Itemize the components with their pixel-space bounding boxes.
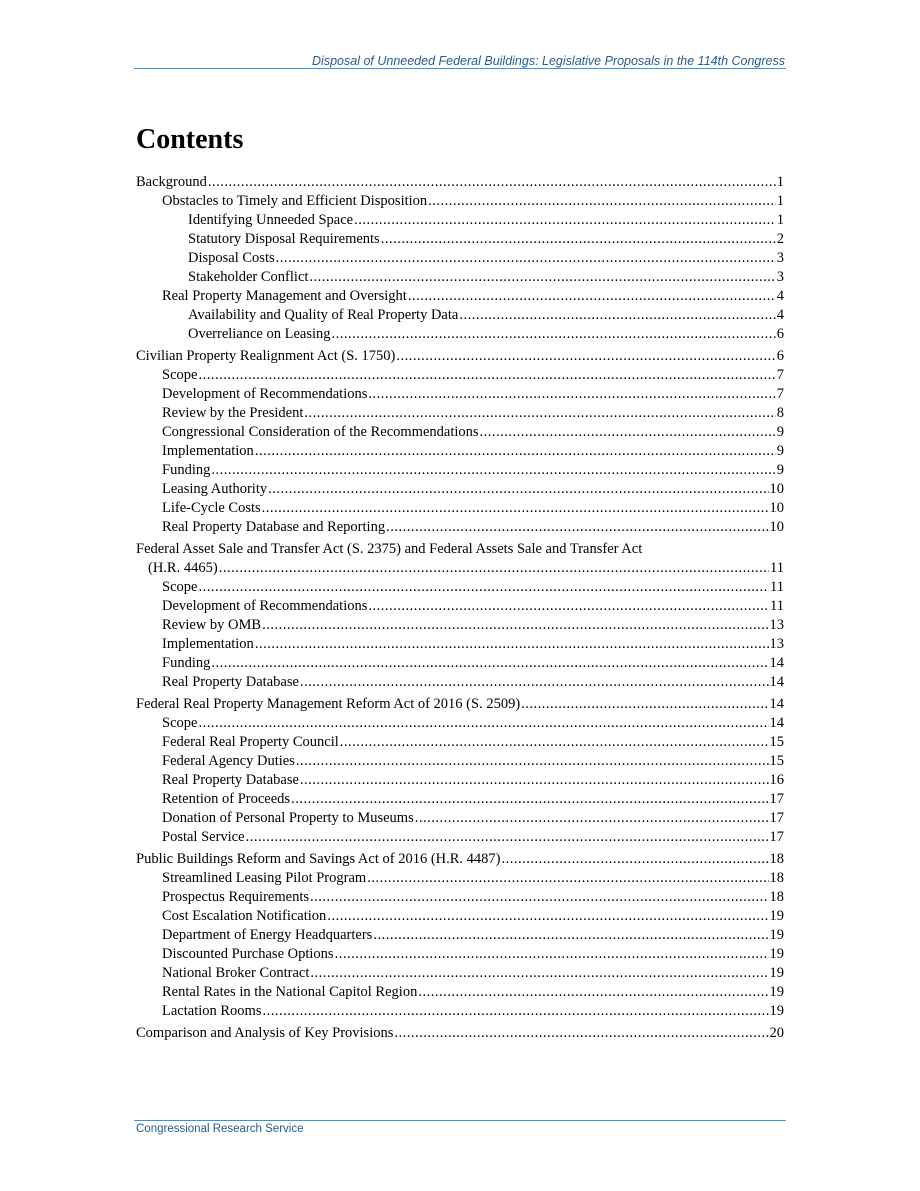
toc-entry-text: Development of Recommendations	[162, 598, 368, 614]
toc-page-number: 7	[776, 367, 784, 383]
toc-page-number: 16	[769, 772, 784, 788]
toc-entry-scope[interactable]	[136, 366, 784, 385]
toc-entry-streamlined-leasing[interactable]	[136, 869, 784, 888]
toc-entry-text: Comparison and Analysis of Key Provisions	[136, 1025, 394, 1041]
toc-entry-text: Civilian Property Realignment Act (S. 1750)	[136, 348, 396, 364]
toc-page-number: 19	[769, 946, 784, 962]
toc-page-number: 9	[776, 424, 784, 440]
toc-page-number: 14	[769, 674, 784, 690]
toc-page-number: 14	[769, 715, 784, 731]
toc-entry-text: Streamlined Leasing Pilot Program	[162, 870, 367, 886]
toc-page-number: 9	[776, 443, 784, 459]
toc-entry-property-council[interactable]	[136, 733, 784, 752]
toc-page-number: 19	[769, 984, 784, 1000]
toc-page-number: 17	[769, 810, 784, 826]
toc-page-number: 4	[776, 307, 784, 323]
toc-page-number: 6	[776, 348, 784, 364]
toc-entry-scope[interactable]	[136, 578, 784, 597]
toc-entry-doe-headquarters[interactable]	[136, 926, 784, 945]
toc-entry-text: Retention of Proceeds	[162, 791, 291, 807]
toc-page-number: 4	[776, 288, 784, 304]
toc-entry-review-omb[interactable]	[136, 616, 784, 635]
toc-entry-implementation[interactable]	[136, 442, 784, 461]
toc-entry-leasing-authority[interactable]	[136, 480, 784, 499]
toc-page-number: 10	[769, 481, 784, 497]
toc-entry-availability-quality[interactable]	[136, 306, 784, 325]
toc-entry-text: Scope	[162, 715, 198, 731]
toc-page-number: 18	[769, 870, 784, 886]
footer-publisher: Congressional Research Service	[136, 1123, 304, 1135]
toc-entry-text: Scope	[162, 579, 198, 595]
toc-entry-identifying-unneeded-space[interactable]	[136, 211, 784, 230]
toc-entry-text: National Broker Contract	[162, 965, 310, 981]
toc-entry-retention-proceeds[interactable]	[136, 790, 784, 809]
toc-entry-text: Postal Service	[162, 829, 245, 845]
toc-page-number: 15	[769, 734, 784, 750]
toc-page-number: 3	[776, 250, 784, 266]
toc-entry-prospectus-requirements[interactable]	[136, 888, 784, 907]
toc-entry-text: Leasing Authority	[162, 481, 268, 497]
toc-page-number: 11	[770, 598, 784, 614]
toc-entry-text: Real Property Management and Oversight	[162, 288, 407, 304]
toc-entry-text: Congressional Consideration of the Recommendations	[162, 424, 479, 440]
toc-entry-federal-asset-sale-title[interactable]: Federal Asset Sale and Transfer Act (S. 2375) and Federal Assets Sale and Transfer Act	[136, 541, 643, 557]
toc-page-number: 17	[769, 829, 784, 845]
toc-entry-congressional-consideration[interactable]	[136, 423, 784, 442]
toc-page-number: 3	[776, 269, 784, 285]
toc-entry-text: Real Property Database and Reporting	[162, 519, 386, 535]
toc-entry-discounted-purchase[interactable]	[136, 945, 784, 964]
toc-page-number: 17	[769, 791, 784, 807]
toc-entry-text: Obstacles to Timely and Efficient Disposition	[162, 193, 428, 209]
toc-entry-text: Development of Recommendations	[162, 386, 368, 402]
toc-entry-text: Real Property Database	[162, 772, 299, 788]
toc-entry-text: Real Property Database	[162, 674, 299, 690]
toc-entry-database-reporting[interactable]	[136, 518, 784, 537]
toc-page-number: 18	[769, 851, 784, 867]
toc-entry-civilian-property-realignment-act[interactable]	[136, 347, 784, 366]
toc-entry-postal-service[interactable]	[136, 828, 784, 847]
toc-entry-disposal-costs[interactable]	[136, 249, 784, 268]
toc-page-number: 19	[769, 908, 784, 924]
toc-entry-text: Life-Cycle Costs	[162, 500, 261, 516]
toc-entry-development-recommendations[interactable]	[136, 385, 784, 404]
toc-entry-comparison-analysis[interactable]	[136, 1024, 784, 1043]
toc-page-number: 1	[776, 174, 784, 190]
toc-entry-background[interactable]	[136, 173, 784, 192]
toc-entry-text: Implementation	[162, 443, 254, 459]
toc-entry-text: Implementation	[162, 636, 254, 652]
toc-page-number: 9	[776, 462, 784, 478]
toc-entry-real-property-database[interactable]	[136, 771, 784, 790]
toc-entry-text: Review by OMB	[162, 617, 262, 633]
toc-page-number: 14	[769, 655, 784, 671]
toc-entry-text: Discounted Purchase Options	[162, 946, 334, 962]
toc-entry-text: Lactation Rooms	[162, 1003, 262, 1019]
running-header-title: Disposal of Unneeded Federal Buildings: Legislative Proposals in the 114th Congress	[312, 54, 785, 68]
toc-page-number: 20	[769, 1025, 784, 1041]
toc-entry-text: Disposal Costs	[188, 250, 275, 266]
toc-page-number: 2	[776, 231, 784, 247]
toc-page-number: 10	[769, 500, 784, 516]
footer-rule	[134, 1120, 786, 1121]
toc-entry-scope[interactable]	[136, 714, 784, 733]
toc-entry-national-broker[interactable]	[136, 964, 784, 983]
contents-heading: Contents	[136, 124, 244, 155]
toc-entry-agency-duties[interactable]	[136, 752, 784, 771]
table-of-contents	[136, 173, 784, 1043]
toc-entry-text: (H.R. 4465)	[148, 560, 218, 576]
toc-page-number: 19	[769, 1003, 784, 1019]
toc-page-number: 19	[769, 965, 784, 981]
toc-page-number: 13	[769, 636, 784, 652]
toc-entry-review-president[interactable]	[136, 404, 784, 423]
toc-entry-text: Donation of Personal Property to Museums	[162, 810, 414, 826]
toc-entry-donation-museums[interactable]	[136, 809, 784, 828]
toc-page-number: 8	[776, 405, 784, 421]
toc-entry-implementation[interactable]	[136, 635, 784, 654]
toc-entry-text: Federal Real Property Management Reform Act of 2016 (S. 2509)	[136, 696, 521, 712]
toc-page-number: 10	[769, 519, 784, 535]
toc-entry-public-buildings-reform-act[interactable]	[136, 850, 784, 869]
toc-page-number: 18	[769, 889, 784, 905]
toc-page-number: 6	[776, 326, 784, 342]
toc-entry-cost-escalation[interactable]	[136, 907, 784, 926]
header-rule	[134, 68, 786, 69]
toc-entry-development-recommendations[interactable]	[136, 597, 784, 616]
toc-entry-funding[interactable]	[136, 461, 784, 480]
toc-page-number: 13	[769, 617, 784, 633]
toc-entry-text: Funding	[162, 462, 211, 478]
toc-entry-text: Identifying Unneeded Space	[188, 212, 354, 228]
toc-page-number: 19	[769, 927, 784, 943]
toc-entry-text: Federal Agency Duties	[162, 753, 295, 769]
toc-entry-life-cycle-costs[interactable]	[136, 499, 784, 518]
toc-entry-text: Department of Energy Headquarters	[162, 927, 373, 943]
toc-page-number: 11	[770, 579, 784, 595]
toc-entry-real-property-management[interactable]	[136, 287, 784, 306]
toc-entry-text: Public Buildings Reform and Savings Act of 2016 (H.R. 4487)	[136, 851, 501, 867]
toc-page-number: 15	[769, 753, 784, 769]
toc-entry-text: Review by the President	[162, 405, 304, 421]
toc-entry-text: Overreliance on Leasing	[188, 326, 331, 342]
toc-entry-federal-asset-sale[interactable]	[136, 559, 784, 578]
toc-entry-text: Statutory Disposal Requirements	[188, 231, 380, 247]
toc-entry-text: Availability and Quality of Real Property Data	[188, 307, 459, 323]
toc-entry-text: Federal Real Property Council	[162, 734, 339, 750]
toc-page-number: 11	[770, 560, 784, 576]
toc-page-number: 1	[776, 212, 784, 228]
toc-entry-rental-rates[interactable]	[136, 983, 784, 1002]
toc-entry-text: Prospectus Requirements	[162, 889, 309, 905]
toc-entry-funding[interactable]	[136, 654, 784, 673]
toc-entry-overreliance-leasing[interactable]	[136, 325, 784, 344]
toc-entry-text: Background	[136, 174, 207, 190]
toc-page-number: 7	[776, 386, 784, 402]
toc-entry-management-reform-act[interactable]	[136, 695, 784, 714]
toc-entry-text: Rental Rates in the National Capitol Region	[162, 984, 418, 1000]
toc-page-number: 14	[769, 696, 784, 712]
toc-entry-real-property-database[interactable]	[136, 673, 784, 692]
toc-entry-text: Cost Escalation Notification	[162, 908, 327, 924]
toc-entry-text: Funding	[162, 655, 211, 671]
toc-entry-stakeholder-conflict[interactable]	[136, 268, 784, 287]
toc-entry-text: Stakeholder Conflict	[188, 269, 309, 285]
toc-page-number: 1	[776, 193, 784, 209]
toc-entry-text: Scope	[162, 367, 198, 383]
toc-entry-statutory-disposal[interactable]	[136, 230, 784, 249]
toc-entry-lactation-rooms[interactable]	[136, 1002, 784, 1021]
toc-entry-obstacles[interactable]	[136, 192, 784, 211]
